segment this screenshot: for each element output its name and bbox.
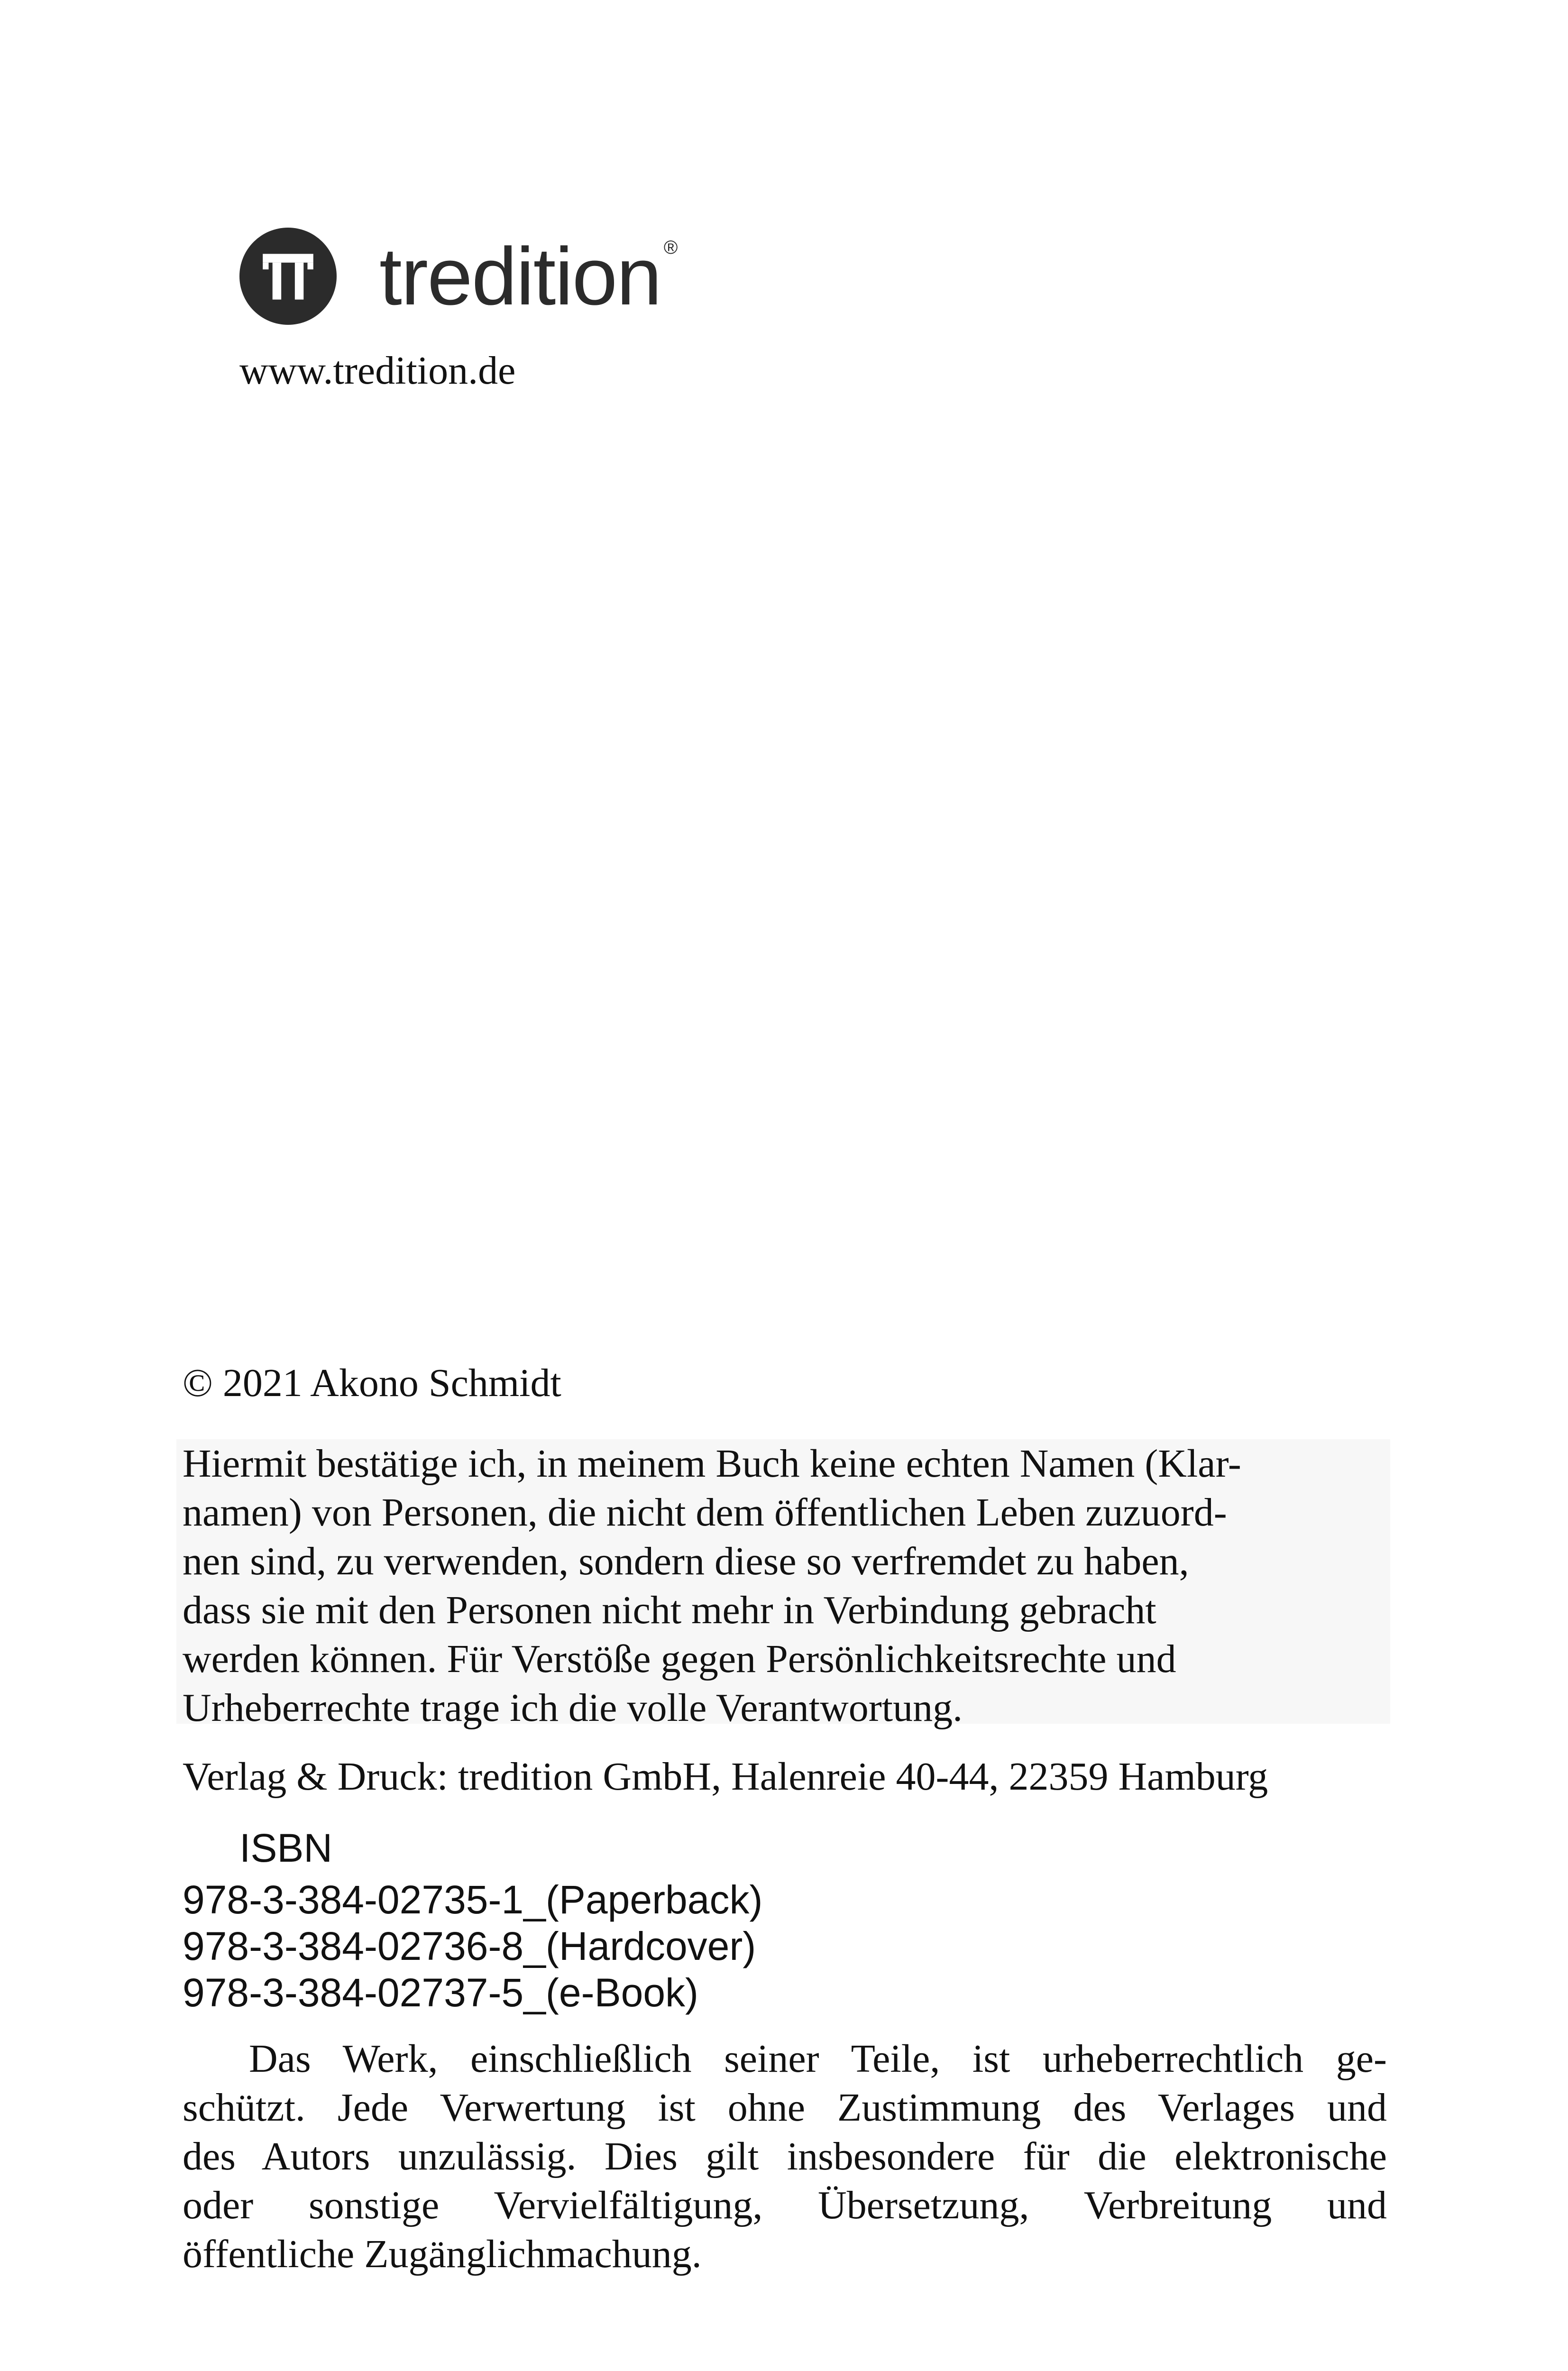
publisher-address: Verlag & Druck: tredition GmbH, Halenreie 40-44, 22359 Hamburg xyxy=(183,1755,1268,1799)
copyright-notice: © 2021 Akono Schmidt xyxy=(183,1361,561,1405)
registered-mark: ® xyxy=(663,237,678,258)
disclaimer-line: Hiermit bestätige ich, in meinem Buch keine echten Namen (Klar- xyxy=(183,1442,1241,1486)
disclaimer-line: Urheberrechte trage ich die volle Verantwortung. xyxy=(183,1686,963,1730)
rights-line: des Autors unzulässig. Dies gilt insbesondere für die elektronische xyxy=(183,2134,1387,2178)
logo-wordmark: tredition xyxy=(379,230,661,322)
rights-paragraph xyxy=(183,2034,1387,2279)
rights-line: schützt. Jede Verwertung ist ohne Zustimmung des Verlages und xyxy=(183,2086,1387,2130)
isbn-list xyxy=(183,1876,762,2016)
rights-line: Das Werk, einschließlich seiner Teile, ist urheberrechtlich ge- xyxy=(249,2037,1387,2081)
tredition-logo-icon xyxy=(239,228,337,325)
isbn-entry: 978-3-384-02735-1_(Paperback) xyxy=(183,1877,763,1922)
isbn-entry: 978-3-384-02737-5_(e-Book) xyxy=(183,1970,699,2015)
disclaimer-line: dass sie mit den Personen nicht mehr in Verbindung gebracht xyxy=(183,1588,1156,1632)
isbn-heading: ISBN xyxy=(239,1826,333,1870)
disclaimer-line: namen) von Personen, die nicht dem öffentlichen Leben zuzuord- xyxy=(183,1490,1227,1535)
disclaimer-paragraph xyxy=(183,1439,1387,1732)
rights-line: öffentliche Zugänglichmachung. xyxy=(183,2232,702,2276)
disclaimer-line: nen sind, zu verwenden, sondern diese so verfremdet zu haben, xyxy=(183,1539,1189,1583)
rights-line: oder sonstige Vervielfältigung, Übersetzung, Verbreitung und xyxy=(183,2183,1387,2227)
disclaimer-line: werden können. Für Verstöße gegen Persönlichkeitsrechte und xyxy=(183,1637,1176,1681)
website-url: www.tredition.de xyxy=(239,349,516,393)
isbn-entry: 978-3-384-02736-8_(Hardcover) xyxy=(183,1924,756,1968)
publisher-logo xyxy=(239,228,678,325)
